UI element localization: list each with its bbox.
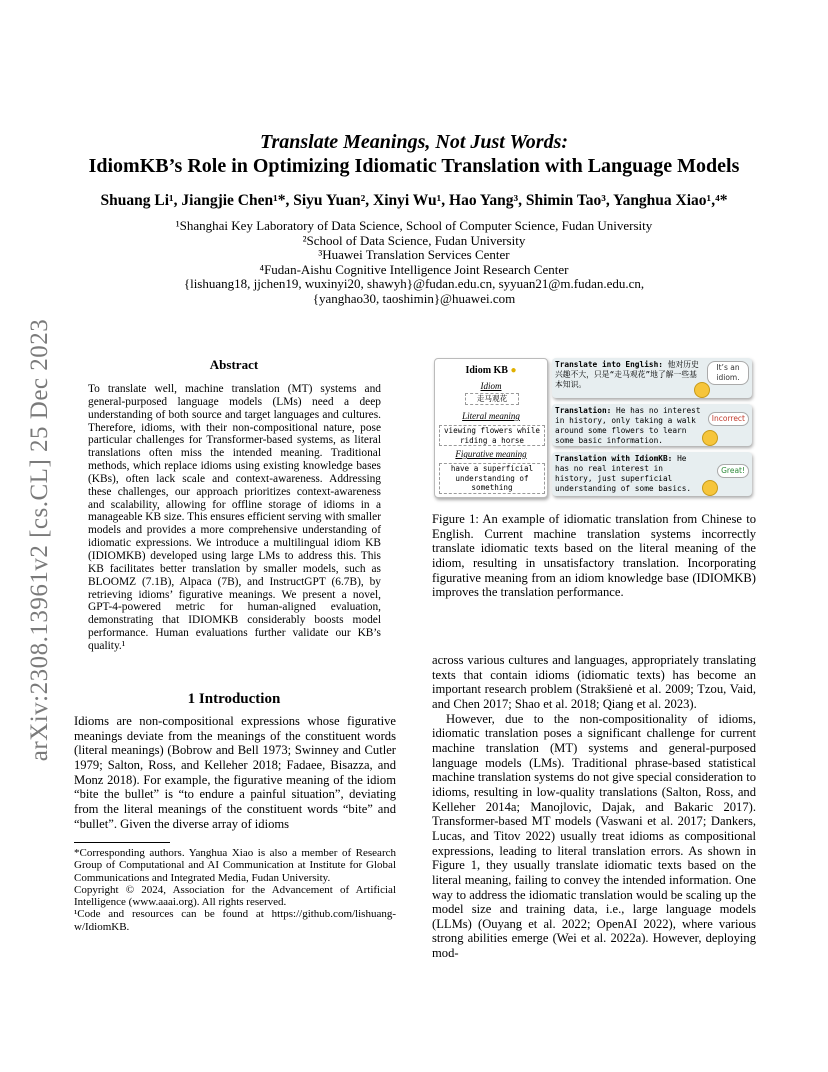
- affiliations: [100, 219, 728, 307]
- paragraph: However, due to the non-compositionality of idioms, idiomatic translation poses a significant challenge for current machine translation (MT) systems and general-purposed language models (LMs). Traditional phrase-based statistical machine translation systems do not give special consideration to idioms, resulting in low-quality translations (Salton, Ross, and Kelleher 2014a; Manojlovic, Dajak, and Bakaric 2017). Transformer-based MT models (Vaswani et al. 2017; Dankers, Lucas, and Titov 2022) usually treat idioms as compositional expressions, leading to literal translation errors. As shown in Figure 1, they usually translate idiomatic texts based on the literal meaning, failing to convey the intended information. One way to address the idiomatic translation would be scaling up the model size and training data, i.e., large language models (LLMs) (Ouyang et al. 2022; OpenAI 2022), where various strong abilities emerge (Wei et al. 2022a). However, deploying mod-: [432, 711, 756, 961]
- literal-value: viewing flowers while riding a horse: [439, 425, 545, 446]
- footnote-rule: [74, 842, 170, 843]
- idiom-label: Idiom: [480, 381, 502, 391]
- title-line-1: Translate Meanings, Not Just Words:: [259, 131, 569, 153]
- figure-1: [432, 356, 756, 502]
- source-panel: [552, 358, 752, 398]
- idiom-value: 走马观花: [465, 393, 519, 405]
- lightbulb-icon: ●: [510, 365, 517, 376]
- worried-face-icon: [702, 430, 718, 446]
- author-list: Shuang Li¹, Jiangjie Chen¹*, Siyu Yuan², Xinyi Wu¹, Hao Yang³, Shimin Tao³, Yanghua Xiao¹,⁴*: [100, 192, 728, 209]
- title-line-2: IdiomKB’s Role in Optimizing Idiomatic Translation with Language Models: [88, 155, 740, 177]
- affiliation-line: ⁴Fudan-Aishu Cognitive Intelligence Joint Research Center: [259, 261, 569, 277]
- abstract-body: To translate well, machine translation (MT) systems and general-purposed language models (LMs) need a deep understanding of both source and target languages and cultures. Therefore, idioms, with their non-compositional nature, pose particular challenges for Transformer-based systems, as literal translations often miss the intended meaning. Traditional methods, which replace idioms using existing knowledge bases (KBs), often lack scale and context-awareness. Addressing these challenges, our approach prioritizes context-awareness and scalability, allowing for offline storage of idioms in a manageable KB size. This ensures efficient serving with smaller models and provides a more comprehensive understanding of idiomatic expressions. We introduce a multilingual idiom KB (IDIOMKB) developed using large LMs to address this. This KB facilitates better translation by smaller models, such as BLOOMZ (7.1B), Alpaca (7B), and InstructGPT (6.7B), by retrieving idioms’ figurative meanings. We present a novel, GPT-4-powered metric for human-aligned evaluation, demonstrating that IDIOMKB considerably boosts model performance. Human evaluations further validate our KB’s quality.¹: [88, 383, 381, 652]
- affiliation-line: ²School of Data Science, Fudan University: [302, 232, 526, 248]
- thinking-face-icon: [694, 382, 710, 398]
- translation-kb-head: Translation with IdiomKB:: [555, 454, 673, 463]
- abstract-heading: Abstract: [209, 357, 259, 372]
- footnotes: [74, 847, 396, 933]
- paragraph: across various cultures and languages, appropriately translating texts that contain idioms (idiomatic texts) has become an important research problem (Strakšienė et al. 2009; Tzou, Vaid, and Chen 2017; Shao et al. 2018; Qiang et al. 2023).: [432, 653, 756, 711]
- translation-panel: [552, 404, 752, 446]
- literal-label: Literal meaning: [462, 411, 520, 421]
- paper-title: [60, 130, 768, 178]
- translation-with-kb-panel: [552, 452, 752, 496]
- footnote-code: ¹Code and resources can be found at https://github.com/lishuang-w/IdiomKB.: [74, 908, 396, 933]
- speech-bubble-incorrect: Incorrect: [708, 412, 749, 426]
- prompt-text: 他对历史兴趣不大，只是“走马观花”地了解一些基本知识。: [555, 360, 699, 389]
- copyright-notice: Copyright © 2024, Association for the Advancement of Artificial Intelligence (www.aaai.org). All rights reserved.: [74, 883, 396, 909]
- idiom-kb-card: [434, 358, 548, 498]
- cool-face-icon: [702, 480, 718, 496]
- affiliation-line: ¹Shanghai Key Laboratory of Data Science, School of Computer Science, Fudan University: [175, 218, 653, 233]
- email-line: {lishuang18, jjchen19, wuxinyi20, shawyh}@fudan.edu.cn, syyuan21@m.fudan.edu.cn,: [183, 276, 645, 292]
- arxiv-stamp: arXiv:2308.13961v2 [cs.CL] 25 Dec 2023: [26, 318, 53, 762]
- translation-head: Translation:: [555, 406, 612, 415]
- translation-kb-text: He has no real interest in history, just superficial understanding of some basics.: [555, 454, 692, 493]
- speech-bubble-idiom: It’s an idiom.: [707, 361, 749, 385]
- introduction-paragraph: Idioms are non-compositional expressions whose figurative meanings deviate from the meanings of the constituent words (literal meanings) (Bobrow and Bell 1973; Swinney and Cutler 1979; Salton, Ross, and Kelleher 2018; Fadaee, Bisazza, and Monz 2018). For example, the figurative meaning of the idiom “bite the bullet” is “to endure a painful situation”, deviating from the literal meanings of the constituent words “bite” and “bullet”. Given the diverse array of idioms: [74, 714, 396, 831]
- figurative-label: Figurative meaning: [455, 449, 527, 459]
- figure-caption: Figure 1: An example of idiomatic translation from Chinese to English. Current machine translation systems incorrectly translate idiomatic texts based on the literal meaning of the idiom, resulting in unsatisfactory translation. Incorporating figurative meaning from an idiom knowledge base (IDIOMKB) improves the translation performance.: [432, 512, 756, 600]
- figurative-value: have a superficial understanding of something: [439, 463, 545, 494]
- translation-text: He has no interest in history, only taking a walk around some flowers to learn some basic information.: [555, 406, 701, 445]
- right-column-text: [432, 653, 756, 961]
- section-heading-introduction: 1 Introduction: [187, 691, 281, 707]
- footnote-corresponding: *Corresponding authors. Yanghua Xiao is also a member of Research Group of Computational and AI Communication at Institute for Global Communications and Integrated Media, Fudan University.: [74, 847, 396, 884]
- speech-bubble-great: Great!: [717, 464, 749, 478]
- kb-title: Idiom KB ●: [465, 365, 517, 376]
- email-line: {yanghao30, taoshimin}@huawei.com: [312, 290, 516, 306]
- prompt-head: Translate into English:: [555, 360, 663, 369]
- affiliation-line: ³Huawei Translation Services Center: [318, 247, 510, 263]
